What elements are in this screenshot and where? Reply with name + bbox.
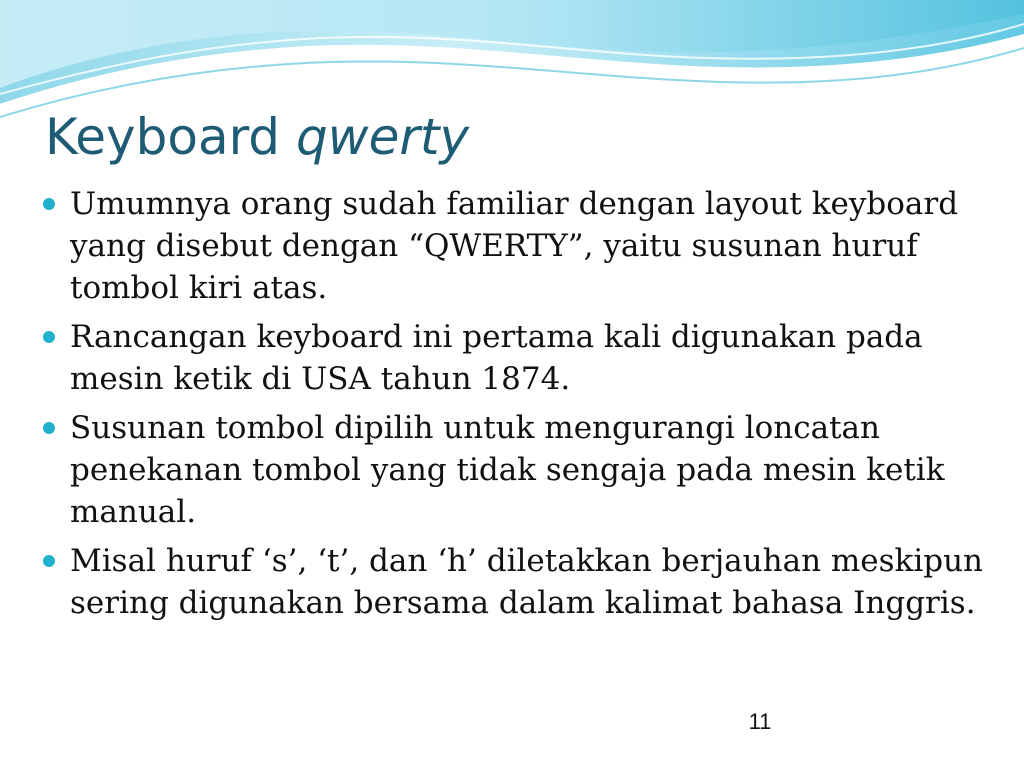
slide-title bbox=[45, 104, 469, 170]
bullet-item bbox=[40, 407, 1005, 533]
bullet-dot-icon bbox=[43, 555, 55, 567]
bullet-item bbox=[40, 540, 1005, 624]
bullet-item bbox=[40, 183, 1005, 309]
bullet-text: Rancangan keyboard ini pertama kali digunakan pada mesin ketik di USA tahun 1874. bbox=[70, 319, 923, 397]
page-number: 11 bbox=[748, 709, 772, 734]
bullet-dot-icon bbox=[43, 422, 55, 434]
bullet-dot-icon bbox=[43, 198, 55, 210]
title-regular-text: Keyboard bbox=[45, 108, 296, 166]
bullet-item bbox=[40, 316, 1005, 400]
bullet-list bbox=[40, 183, 1005, 631]
title-italic-text: qwerty bbox=[295, 108, 470, 166]
bullet-text: Misal huruf ‘s’, ‘t’, dan ‘h’ diletakkan berjauhan meskipun sering digunakan bersama dalam kalimat bahasa Inggris. bbox=[70, 543, 984, 621]
bullet-text: Susunan tombol dipilih untuk mengurangi loncatan penekanan tombol yang tidak sengaja pada mesin ketik manual. bbox=[70, 410, 945, 530]
bullet-dot-icon bbox=[43, 331, 55, 343]
bullet-text: Umumnya orang sudah familiar dengan layout keyboard yang disebut dengan “QWERTY”, yaitu susunan huruf tombol kiri atas. bbox=[70, 186, 959, 306]
